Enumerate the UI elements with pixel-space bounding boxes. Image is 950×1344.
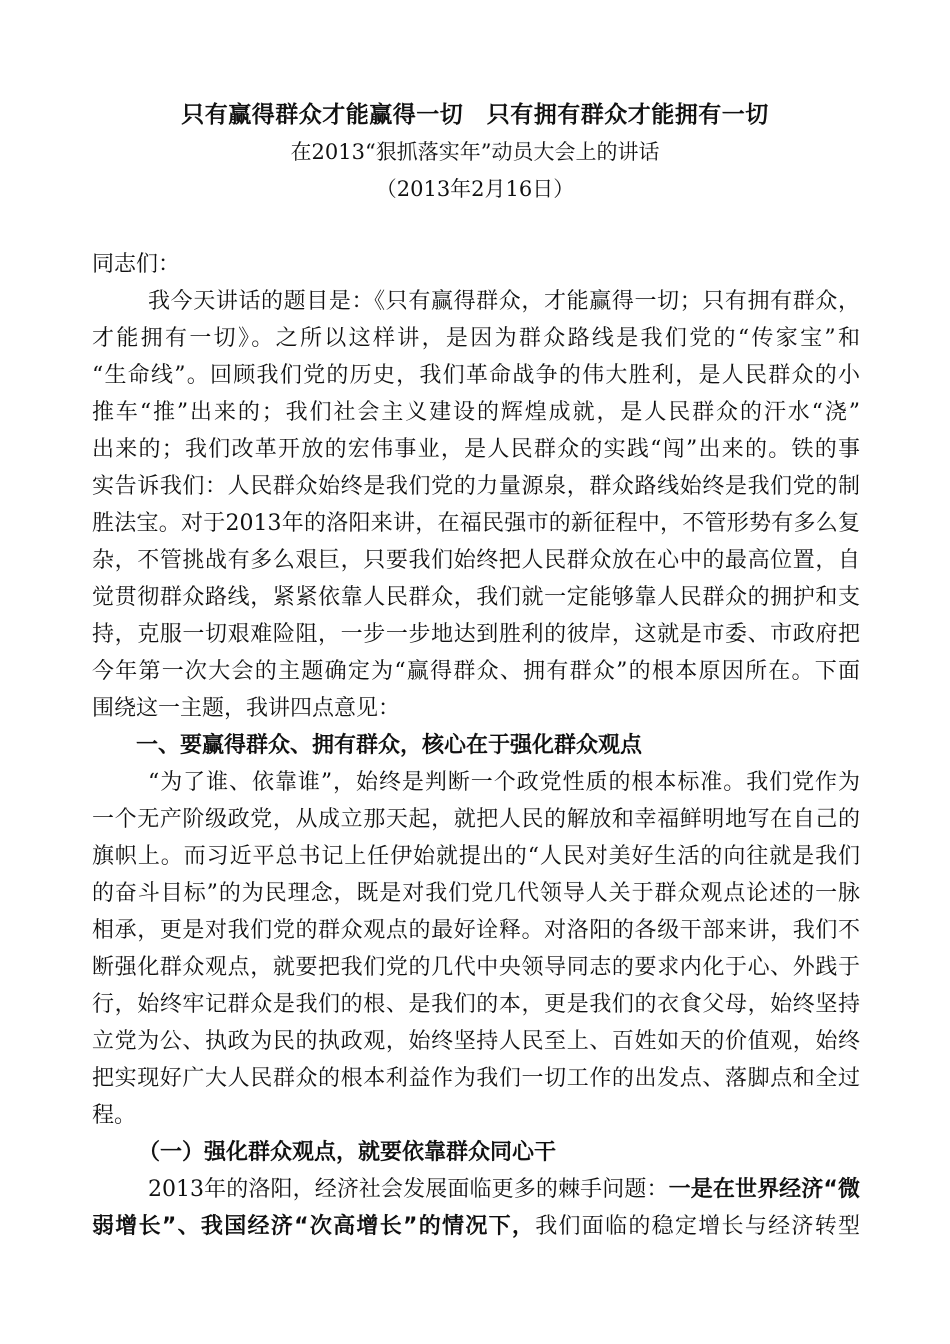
- text-line: 实告诉我们：人民群众始终是我们党的力量源泉，群众路线始终是我们党的制: [92, 474, 860, 499]
- text-line: [92, 1171, 860, 1208]
- text-line: 一个无产阶级政党，从成立那天起，就把人民的解放和幸福鲜明地写在自己的: [92, 807, 860, 832]
- document-date: （2013年2月16日）: [375, 177, 575, 201]
- text-line: 推车“推”出来的；我们社会主义建设的辉煌成就，是人民群众的汗水“浇”: [92, 400, 860, 425]
- text-line: 的奋斗目标”的为民理念，既是对我们党几代领导人关于群众观点论述的一脉: [92, 881, 860, 906]
- text-line: 程。: [92, 1103, 137, 1128]
- text-line: 围绕这一主题，我讲四点意见：: [92, 696, 401, 721]
- text-line: 旗帜上。而习近平总书记上任伊始就提出的“人民对美好生活的向往就是我们: [92, 844, 860, 869]
- document-body: [92, 246, 860, 1245]
- text-line: 持，克服一切艰难险阻，一步一步地达到胜利的彼岸，这就是市委、市政府把: [92, 622, 860, 647]
- document-title: 只有赢得群众才能赢得一切 只有拥有群众才能拥有一切: [181, 102, 769, 128]
- text-line: 一、要赢得群众、拥有群众，核心在于强化群众观点: [136, 733, 643, 758]
- text-line: “生命线”。回顾我们党的历史，我们革命战争的伟大胜利，是人民群众的小: [92, 363, 860, 388]
- emphasized-text: 弱增长”、我国经济“次高增长”的情况下，: [92, 1214, 536, 1239]
- paragraph: [92, 764, 860, 1134]
- text-line: 我今天讲话的题目是：《只有赢得群众，才能赢得一切；只有拥有群众，: [148, 289, 860, 314]
- text-line: [92, 1208, 860, 1245]
- document-subtitle: 在2013“狠抓落实年”动员大会上的讲话: [290, 140, 660, 164]
- section-heading: [92, 1134, 860, 1171]
- text-line: 断强化群众观点，就要把我们党的几代中央领导同志的要求内化于心、外践于: [92, 955, 860, 980]
- paragraph: [92, 1171, 860, 1245]
- text-span: 2013年的洛阳，经济社会发展面临更多的棘手问题：: [148, 1177, 669, 1202]
- text-line: 相承，更是对我们党的群众观点的最好诠释。对洛阳的各级干部来讲，我们不: [92, 918, 860, 943]
- text-line: 把实现好广大人民群众的根本利益作为我们一切工作的出发点、落脚点和全过: [92, 1066, 860, 1091]
- text-line: 立党为公、执政为民的执政观，始终坚持人民至上、百姓如天的价值观，始终: [92, 1029, 860, 1054]
- text-span: 我们面临的稳定增长与经济转型: [535, 1214, 860, 1239]
- text-line: （一）强化群众观点，就要依靠群众同心干: [138, 1140, 557, 1165]
- paragraph: [92, 283, 860, 727]
- text-line: 才能拥有一切》。之所以这样讲，是因为群众路线是我们党的“传家宝”和: [92, 326, 860, 351]
- text-line: “为了谁、依靠谁”，始终是判断一个政党性质的根本标准。我们党作为: [148, 770, 860, 795]
- text-line: 杂，不管挑战有多么艰巨，只要我们始终把人民群众放在心中的最高位置，自: [92, 548, 860, 573]
- text-line: 出来的；我们改革开放的宏伟事业，是人民群众的实践“闯”出来的。铁的事: [92, 437, 860, 462]
- text-line: 觉贯彻群众路线，紧紧依靠人民群众，我们就一定能够靠人民群众的拥护和支: [92, 585, 860, 610]
- text-line: 同志们：: [92, 252, 181, 277]
- text-line: 今年第一次大会的主题确定为“赢得群众、拥有群众”的根本原因所在。下面: [92, 659, 860, 684]
- salutation: [92, 246, 860, 283]
- section-heading: [92, 727, 860, 764]
- text-line: 行，始终牢记群众是我们的根、是我们的本，更是我们的衣食父母，始终坚持: [92, 992, 860, 1017]
- emphasized-text: 一是在世界经济“微: [668, 1177, 860, 1202]
- text-line: 胜法宝。对于2013年的洛阳来讲，在福民强市的新征程中，不管形势有多么复: [92, 511, 860, 536]
